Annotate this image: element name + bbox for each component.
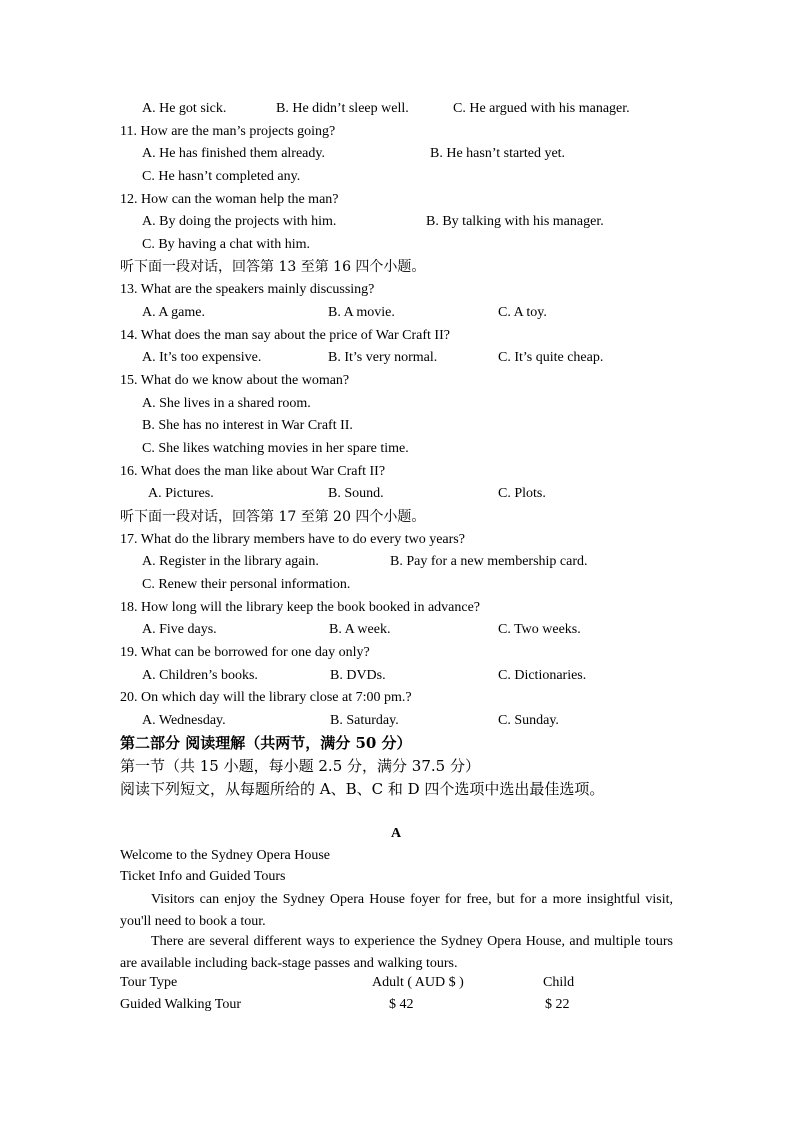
q18-option-c: C. Two weeks.: [498, 622, 581, 637]
q15-option-a: A. She lives in a shared room.: [142, 396, 311, 411]
q11-stem: 11. How are the man’s projects going?: [120, 124, 336, 139]
q16-stem: 16. What does the man like about War Craft II?: [120, 464, 386, 479]
passage-paragraph-1: Visitors can enjoy the Sydney Opera House foyer for free, but for a more insightful visit, you'll need to book a tour.: [120, 892, 673, 929]
q20-option-c: C. Sunday.: [498, 713, 559, 728]
q10-option-c: C. He argued with his manager.: [453, 101, 630, 116]
part2-title: 第二部分 阅读理解（共两节，满分 50 分）: [120, 734, 412, 752]
passage-heading: Welcome to the Sydney Opera House: [120, 848, 330, 863]
q14-stem: 14. What does the man say about the price of War Craft II?: [120, 328, 450, 343]
table-row-adult-price: $ 42: [389, 997, 414, 1012]
q11-option-c: C. He hasn’t completed any.: [142, 169, 301, 184]
instruction-17-20: 听下面一段对话，回答第 17 至第 20 四个小题。: [120, 509, 426, 525]
q12-stem: 12. How can the woman help the man?: [120, 192, 339, 207]
passage-letter: A: [391, 826, 402, 841]
q11-option-b: B. He hasn’t started yet.: [430, 146, 566, 161]
q14-option-a: A. It’s too expensive.: [142, 350, 262, 365]
q18-stem: 18. How long will the library keep the book booked in advance?: [120, 600, 481, 615]
table-header-tour-type: Tour Type: [120, 975, 178, 990]
q17-stem: 17. What do the library members have to do every two years?: [120, 532, 465, 547]
table-row-tour: Guided Walking Tour: [120, 997, 242, 1012]
q10-option-b: B. He didn’t sleep well.: [276, 101, 409, 116]
q14-option-c: C. It’s quite cheap.: [498, 350, 604, 365]
q18-option-a: A. Five days.: [142, 622, 217, 637]
q11-option-a: A. He has finished them already.: [142, 146, 325, 161]
q17-option-a: A. Register in the library again.: [142, 554, 319, 569]
table-row-child-price: $ 22: [545, 997, 570, 1012]
q10-option-a: A. He got sick.: [142, 101, 227, 116]
q13-option-b: B. A movie.: [328, 305, 395, 320]
instruction-13-16: 听下面一段对话，回答第 13 至第 16 四个小题。: [120, 259, 426, 275]
q17-option-c: C. Renew their personal information.: [142, 577, 351, 592]
q12-option-a: A. By doing the projects with him.: [142, 214, 337, 229]
q17-option-b: B. Pay for a new membership card.: [390, 554, 588, 569]
q20-stem: 20. On which day will the library close at 7:00 pm.?: [120, 690, 412, 705]
q19-option-a: A. Children’s books.: [142, 668, 258, 683]
q12-option-c: C. By having a chat with him.: [142, 237, 310, 252]
table-header-child: Child: [543, 975, 575, 990]
q13-option-a: A. A game.: [142, 305, 205, 320]
q16-option-c: C. Plots.: [498, 486, 546, 501]
section1-instruction: 阅读下列短文，从每题所给的 A、B、C 和 D 四个选项中选出最佳选项。: [120, 780, 605, 798]
q20-option-a: A. Wednesday.: [142, 713, 226, 728]
q19-stem: 19. What can be borrowed for one day only?: [120, 645, 370, 660]
table-header-adult: Adult ( AUD $ ): [372, 975, 464, 990]
q19-option-c: C. Dictionaries.: [498, 668, 587, 683]
q15-option-b: B. She has no interest in War Craft II.: [142, 418, 353, 433]
q18-option-b: B. A week.: [329, 622, 391, 637]
passage-subheading: Ticket Info and Guided Tours: [120, 869, 286, 884]
q20-option-b: B. Saturday.: [330, 713, 399, 728]
q13-option-c: C. A toy.: [498, 305, 547, 320]
q16-option-a: A. Pictures.: [148, 486, 214, 501]
passage-paragraph-2: There are several different ways to experience the Sydney Opera House, and multiple tours are available including back-stage passes and walking tours.: [120, 934, 673, 971]
q15-stem: 15. What do we know about the woman?: [120, 373, 350, 388]
q14-option-b: B. It’s very normal.: [328, 350, 438, 365]
q16-option-b: B. Sound.: [328, 486, 384, 501]
q19-option-b: B. DVDs.: [330, 668, 386, 683]
section1-title: 第一节（共 15 小题，每小题 2.5 分，满分 37.5 分）: [120, 757, 480, 775]
q13-stem: 13. What are the speakers mainly discussing?: [120, 282, 375, 297]
q12-option-b: B. By talking with his manager.: [426, 214, 604, 229]
q15-option-c: C. She likes watching movies in her spare time.: [142, 441, 409, 456]
